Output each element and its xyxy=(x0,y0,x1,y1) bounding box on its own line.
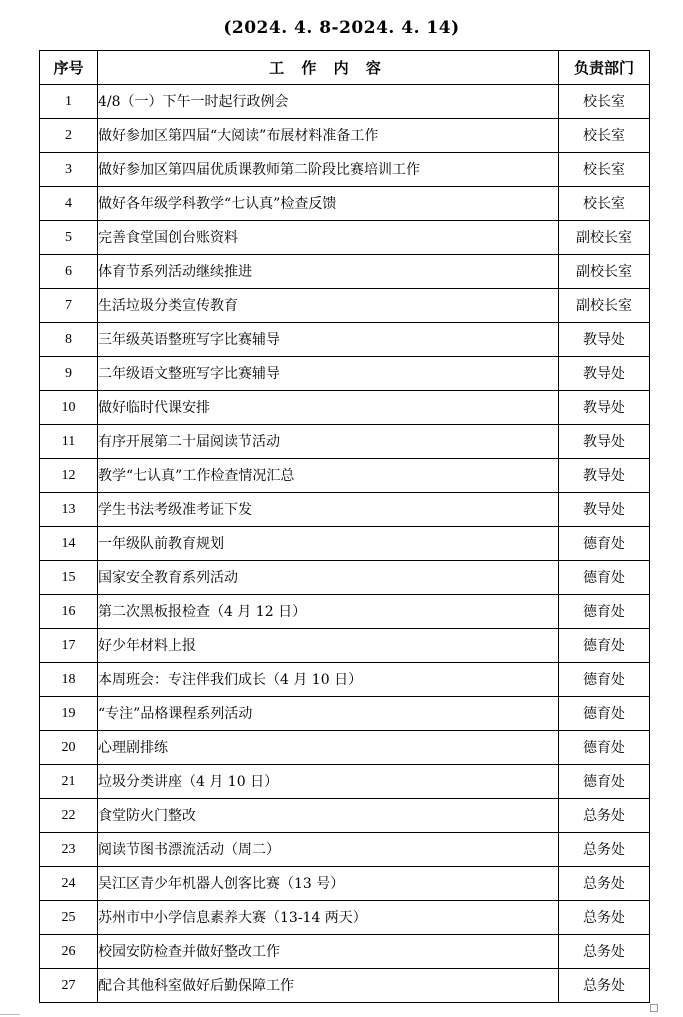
row-number: 13 xyxy=(40,493,98,527)
work-item: “专注”品格课程系列活动 xyxy=(98,697,559,731)
responsible-department: 德育处 xyxy=(559,629,650,663)
responsible-department: 德育处 xyxy=(559,697,650,731)
table-row xyxy=(40,697,650,731)
column-header-dept: 负责部门 xyxy=(559,51,650,85)
work-item: 做好参加区第四届“大阅读”布展材料准备工作 xyxy=(98,119,559,153)
table-row xyxy=(40,935,650,969)
responsible-department: 德育处 xyxy=(559,663,650,697)
table-row xyxy=(40,119,650,153)
responsible-department: 校长室 xyxy=(559,119,650,153)
row-number: 17 xyxy=(40,629,98,663)
work-item: 吴江区青少年机器人创客比赛（13 号） xyxy=(98,867,559,901)
row-number: 26 xyxy=(40,935,98,969)
row-number: 15 xyxy=(40,561,98,595)
work-item: 心理剧排练 xyxy=(98,731,559,765)
work-item: 垃圾分类讲座（4 月 10 日） xyxy=(98,765,559,799)
work-item: 4/8（一）下午一时起行政例会 xyxy=(98,85,559,119)
responsible-department: 副校长室 xyxy=(559,289,650,323)
responsible-department: 副校长室 xyxy=(559,221,650,255)
work-item: 体育节系列活动继续推进 xyxy=(98,255,559,289)
responsible-department: 副校长室 xyxy=(559,255,650,289)
row-number: 27 xyxy=(40,969,98,1003)
responsible-department: 总务处 xyxy=(559,969,650,1003)
table-row xyxy=(40,969,650,1003)
table-row xyxy=(40,323,650,357)
work-item: 学生书法考级准考证下发 xyxy=(98,493,559,527)
row-number: 11 xyxy=(40,425,98,459)
table-row xyxy=(40,493,650,527)
page-corner-mark xyxy=(650,1004,658,1012)
responsible-department: 校长室 xyxy=(559,187,650,221)
row-number: 9 xyxy=(40,357,98,391)
responsible-department: 校长室 xyxy=(559,153,650,187)
row-number: 10 xyxy=(40,391,98,425)
row-number: 19 xyxy=(40,697,98,731)
work-item: 做好临时代课安排 xyxy=(98,391,559,425)
work-item: 校园安防检查并做好整改工作 xyxy=(98,935,559,969)
table-row xyxy=(40,765,650,799)
column-header-content: 工 作 内 容 xyxy=(98,51,559,85)
work-item: 苏州市中小学信息素养大赛（13-14 两天） xyxy=(98,901,559,935)
responsible-department: 德育处 xyxy=(559,731,650,765)
work-schedule-table xyxy=(39,50,650,1003)
responsible-department: 教导处 xyxy=(559,323,650,357)
row-number: 7 xyxy=(40,289,98,323)
row-number: 12 xyxy=(40,459,98,493)
work-item: 食堂防火门整改 xyxy=(98,799,559,833)
table-row xyxy=(40,255,650,289)
responsible-department: 总务处 xyxy=(559,799,650,833)
responsible-department: 教导处 xyxy=(559,357,650,391)
table-row xyxy=(40,799,650,833)
table-row xyxy=(40,731,650,765)
row-number: 25 xyxy=(40,901,98,935)
table-row xyxy=(40,595,650,629)
work-item: 本周班会：专注伴我们成长（4 月 10 日） xyxy=(98,663,559,697)
row-number: 14 xyxy=(40,527,98,561)
row-number: 24 xyxy=(40,867,98,901)
row-number: 2 xyxy=(40,119,98,153)
responsible-department: 德育处 xyxy=(559,765,650,799)
responsible-department: 校长室 xyxy=(559,85,650,119)
column-header-no: 序号 xyxy=(40,51,98,85)
responsible-department: 总务处 xyxy=(559,935,650,969)
table-row xyxy=(40,85,650,119)
responsible-department: 总务处 xyxy=(559,833,650,867)
row-number: 6 xyxy=(40,255,98,289)
row-number: 23 xyxy=(40,833,98,867)
table-row xyxy=(40,391,650,425)
table-row xyxy=(40,187,650,221)
table-row xyxy=(40,901,650,935)
responsible-department: 总务处 xyxy=(559,867,650,901)
table-row xyxy=(40,425,650,459)
row-number: 4 xyxy=(40,187,98,221)
row-number: 1 xyxy=(40,85,98,119)
work-item: 好少年材料上报 xyxy=(98,629,559,663)
responsible-department: 德育处 xyxy=(559,527,650,561)
work-item: 配合其他科室做好后勤保障工作 xyxy=(98,969,559,1003)
work-item: 做好参加区第四届优质课教师第二阶段比赛培训工作 xyxy=(98,153,559,187)
table-body xyxy=(40,85,650,1003)
responsible-department: 教导处 xyxy=(559,391,650,425)
work-item: 有序开展第二十届阅读节活动 xyxy=(98,425,559,459)
table-row xyxy=(40,357,650,391)
table-row xyxy=(40,527,650,561)
responsible-department: 教导处 xyxy=(559,493,650,527)
row-number: 22 xyxy=(40,799,98,833)
table-row xyxy=(40,221,650,255)
table-row xyxy=(40,663,650,697)
table-row xyxy=(40,867,650,901)
row-number: 3 xyxy=(40,153,98,187)
page-title: (2024. 4. 8-2024. 4. 14) xyxy=(223,18,460,38)
work-item: 阅读节图书漂流活动（周二） xyxy=(98,833,559,867)
work-item: 二年级语文整班写字比赛辅导 xyxy=(98,357,559,391)
page-edge-line xyxy=(0,1014,20,1015)
work-item: 做好各年级学科教学“七认真”检查反馈 xyxy=(98,187,559,221)
responsible-department: 德育处 xyxy=(559,561,650,595)
row-number: 18 xyxy=(40,663,98,697)
row-number: 20 xyxy=(40,731,98,765)
work-item: 完善食堂国创台账资料 xyxy=(98,221,559,255)
work-item: 第二次黑板报检查（4 月 12 日） xyxy=(98,595,559,629)
responsible-department: 总务处 xyxy=(559,901,650,935)
responsible-department: 教导处 xyxy=(559,459,650,493)
row-number: 16 xyxy=(40,595,98,629)
responsible-department: 教导处 xyxy=(559,425,650,459)
work-item: 三年级英语整班写字比赛辅导 xyxy=(98,323,559,357)
work-item: 一年级队前教育规划 xyxy=(98,527,559,561)
table-header-row xyxy=(40,51,650,85)
table-row xyxy=(40,629,650,663)
table-row xyxy=(40,561,650,595)
row-number: 8 xyxy=(40,323,98,357)
table-row xyxy=(40,833,650,867)
table-row xyxy=(40,153,650,187)
work-item: 国家安全教育系列活动 xyxy=(98,561,559,595)
work-item: 教学“七认真”工作检查情况汇总 xyxy=(98,459,559,493)
responsible-department: 德育处 xyxy=(559,595,650,629)
table-row xyxy=(40,459,650,493)
table-row xyxy=(40,289,650,323)
work-item: 生活垃圾分类宣传教育 xyxy=(98,289,559,323)
row-number: 21 xyxy=(40,765,98,799)
row-number: 5 xyxy=(40,221,98,255)
